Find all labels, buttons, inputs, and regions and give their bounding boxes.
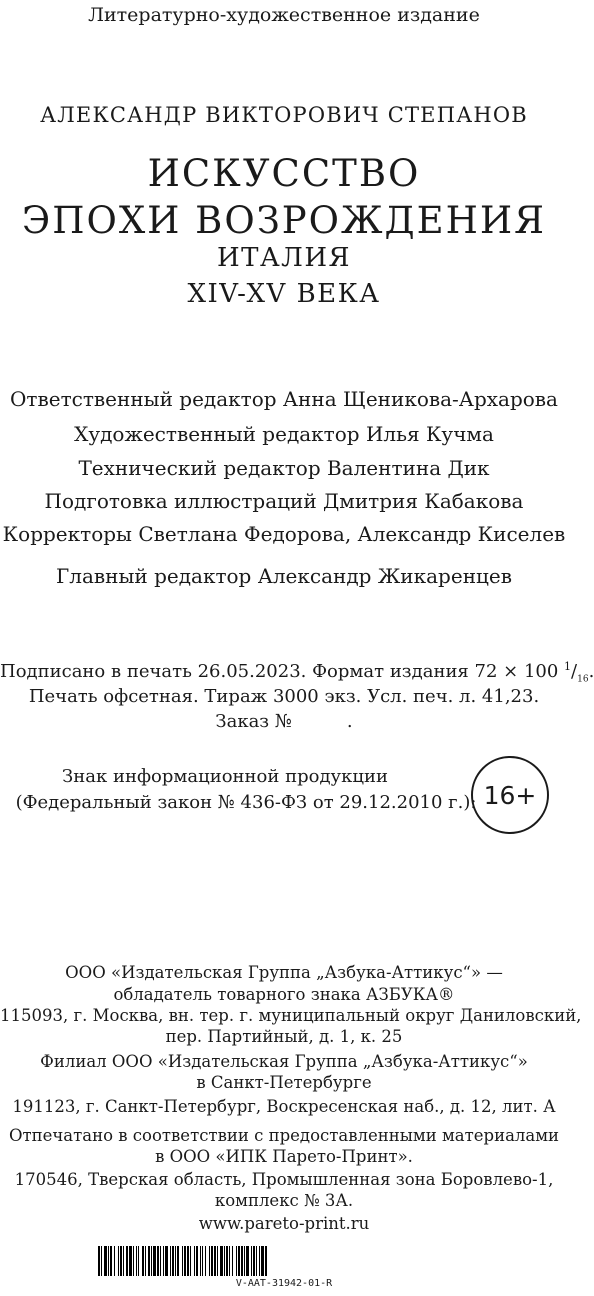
age-rating-badge: 16+ [471,756,549,834]
order-line: Заказ № . [215,711,353,732]
subtitle-country: ИТАЛИЯ [216,243,352,273]
title-line-2: ЭПОХИ ВОЗРОЖДЕНИЯ [21,199,547,242]
publisher-line: в Санкт-Петербурге [196,1073,372,1092]
subtitle-period: XIV-XV ВЕКА [187,279,381,309]
staff-line: Художественный редактор Илья Кучма [74,422,494,446]
publisher-line: пер. Партийный, д. 1, к. 25 [165,1027,403,1046]
print-line-1: Подписано в печать 26.05.2023. Формат издания 72 × 100 $^1/_{16}$. [0,660,594,685]
print-line-2: Печать офсетная. Тираж 3000 экз. Усл. печ. л. 41,23. [28,686,540,707]
printer-line: Отпечатано в соответствии с предоставленными материалами [8,1126,560,1145]
barcode [98,1246,468,1276]
staff-line: Технический редактор Валентина Дик [78,456,490,480]
printer-website: www.pareto-print.ru [198,1214,370,1233]
publisher-line: 191123, г. Санкт-Петербург, Воскресенская наб., д. 12, лит. А [12,1097,556,1116]
staff-line: Подготовка иллюстраций Дмитрия Кабакова [44,489,524,513]
publisher-line: 115093, г. Москва, вн. тер. г. муниципальный округ Даниловский, [0,1006,582,1025]
publisher-line: ООО «Издательская Группа „Азбука-Аттикус“» — [65,963,503,982]
publisher-line: Филиал ООО «Издательская Группа „Азбука-Аттикус“» [40,1052,528,1071]
genre-label: Литературно-художественное издание [88,4,480,26]
author-name: АЛЕКСАНДР ВИКТОРОВИЧ СТЕПАНОВ [40,103,528,127]
staff-line: Корректоры Светлана Федорова, Александр Киселев [2,522,566,546]
barcode-bar [267,1246,268,1276]
info-sign-line-1: Знак информационной продукции [62,766,388,787]
title-line-1: ИСКУССТВО [147,152,421,195]
publisher-line: обладатель товарного знака АЗБУКА® [113,985,455,1004]
info-sign-line-2: (Федеральный закон № 436-ФЗ от 29.12.2010 г.): [15,792,477,813]
staff-line: Ответственный редактор Анна Щеникова-Архарова [10,387,558,411]
book-title [0,150,568,244]
printer-line: 170546, Тверская область, Промышленная зона Боровлево-1, [14,1170,554,1189]
printer-line: в ООО «ИПК Парето-Принт». [155,1147,413,1166]
barcode-text: V-AAT-31942-01-R [235,1278,333,1289]
chief-editor: Главный редактор Александр Жикаренцев [56,564,512,588]
printer-line: комплекс № 3А. [214,1191,354,1210]
